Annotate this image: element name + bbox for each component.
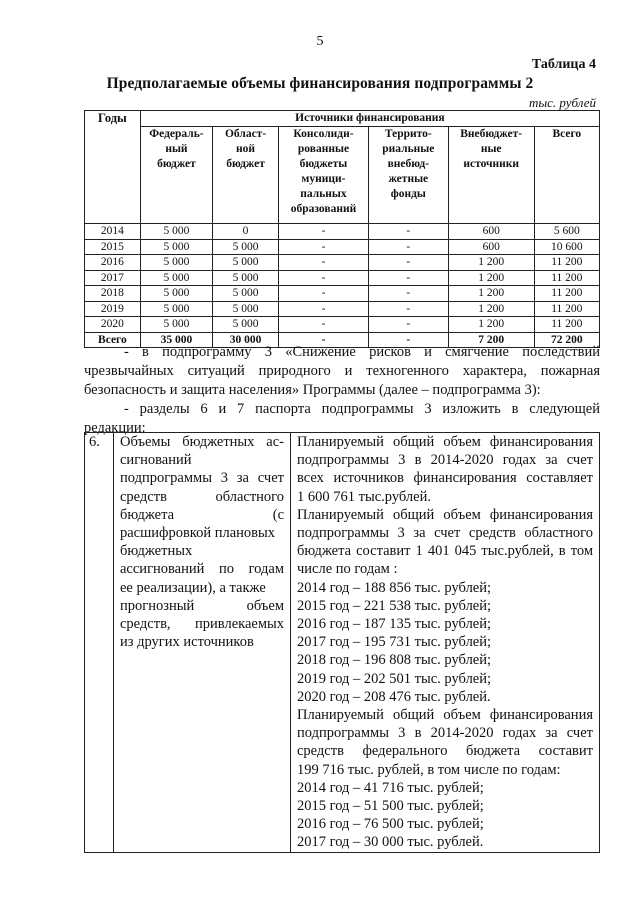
table-row bbox=[85, 224, 600, 240]
table-cell: 2019 bbox=[85, 301, 141, 317]
table-total-cell: 30 000 bbox=[213, 332, 279, 348]
table-cell: 11 200 bbox=[534, 255, 599, 271]
content-line: средств федерального бюджета составит bbox=[297, 743, 593, 760]
table-cell: 5 000 bbox=[140, 224, 212, 240]
table-cell: - bbox=[279, 286, 369, 302]
table-cell: 1 200 bbox=[448, 317, 534, 333]
table-cell: 5 000 bbox=[140, 255, 212, 271]
table-total-cell: - bbox=[368, 332, 448, 348]
content-line: 2014 год – 41 716 тыс. рублей; bbox=[297, 779, 484, 796]
content-line: бюджета составит 1 401 045 тыс.рублей, в том bbox=[297, 543, 593, 560]
table-cell: - bbox=[368, 301, 448, 317]
description-line: прогнозный объем bbox=[120, 597, 284, 614]
table-cell: 5 000 bbox=[213, 317, 279, 333]
description-line: расшифровкой плановых bbox=[120, 525, 276, 542]
table-cell: 5 000 bbox=[213, 255, 279, 271]
column-header-line: ный bbox=[165, 143, 188, 155]
content-line: 2018 год – 196 808 тыс. рублей; bbox=[297, 652, 492, 669]
table-cell: - bbox=[279, 224, 369, 240]
table-cell: 5 000 bbox=[140, 317, 212, 333]
table-row bbox=[85, 286, 600, 302]
page-number: 5 bbox=[316, 34, 324, 49]
description-line: ее реализации), а также bbox=[120, 579, 266, 596]
content-line: 199 716 тыс. рублей, в том числе по годам: bbox=[297, 761, 561, 778]
column-header-line: Внебюджет- bbox=[460, 128, 523, 140]
passport-row bbox=[85, 433, 600, 853]
content-line: 2016 год – 187 135 тыс. рублей; bbox=[297, 616, 492, 633]
table-cell: 11 200 bbox=[534, 301, 599, 317]
column-header-line: жетные bbox=[388, 173, 429, 185]
table-row bbox=[85, 270, 600, 286]
content-line: 2020 год – 208 476 тыс. рублей. bbox=[297, 688, 491, 705]
table-row bbox=[85, 239, 600, 255]
content-line: Планируемый общий объем финансирования bbox=[297, 506, 593, 523]
description-line: подпрограммы 3 за счет bbox=[120, 470, 284, 487]
description-line: из других источников bbox=[120, 634, 254, 651]
column-header-line: ной bbox=[236, 143, 256, 155]
table-row bbox=[85, 255, 600, 271]
table-cell: - bbox=[279, 239, 369, 255]
table-cell: - bbox=[368, 270, 448, 286]
table-label: Таблица 4 bbox=[531, 57, 596, 72]
table-cell: 11 200 bbox=[534, 317, 599, 333]
column-header-line: ные bbox=[480, 143, 502, 155]
column-header-line: муници- bbox=[301, 173, 346, 185]
table-title: Предполагаемые объемы финансирования подпрограммы 2 bbox=[106, 75, 534, 92]
content-line: 1 600 761 тыс.рублей. bbox=[297, 488, 431, 505]
content-line: 2017 год – 195 731 тыс. рублей; bbox=[297, 634, 492, 651]
column-header-line: рованные bbox=[297, 143, 350, 155]
column-header bbox=[368, 127, 448, 224]
column-header bbox=[448, 127, 534, 224]
table-cell: 5 000 bbox=[140, 301, 212, 317]
table-cell: 5 000 bbox=[213, 286, 279, 302]
column-header-line: Федераль- bbox=[149, 128, 204, 140]
passport-row-description bbox=[114, 433, 291, 853]
column-header-line: внебюд- bbox=[387, 158, 430, 170]
table-cell: 5 000 bbox=[213, 270, 279, 286]
description-line: средств областного bbox=[120, 488, 284, 505]
content-line: подпрограммы 3 в 2014-2020 годах за счет bbox=[297, 725, 593, 742]
content-line: подпрограммы 3 за счет средств областного bbox=[297, 525, 593, 542]
description-line: бюджета (с bbox=[120, 506, 284, 523]
column-header bbox=[279, 127, 369, 224]
table-cell: 2020 bbox=[85, 317, 141, 333]
description-line: ассигнований по годам bbox=[120, 561, 284, 578]
table-cell: - bbox=[279, 255, 369, 271]
table-row bbox=[85, 317, 600, 333]
table-cell: 2014 bbox=[85, 224, 141, 240]
passport-row-content bbox=[291, 433, 600, 853]
table-cell: 5 000 bbox=[140, 270, 212, 286]
table-total-cell: 35 000 bbox=[140, 332, 212, 348]
table-cell: 5 600 bbox=[534, 224, 599, 240]
description-line: сигнований bbox=[120, 452, 192, 469]
table-total-cell: 7 200 bbox=[448, 332, 534, 348]
table-total-cell: 72 200 bbox=[534, 332, 599, 348]
table-cell: 1 200 bbox=[448, 270, 534, 286]
description-line: средств, привлекаемых bbox=[120, 616, 284, 633]
column-header-line: фонды bbox=[390, 188, 426, 200]
table-cell: - bbox=[368, 255, 448, 271]
content-line: 2017 год – 30 000 тыс. рублей. bbox=[297, 834, 484, 851]
header-years: Годы bbox=[85, 111, 141, 224]
table-cell: 5 000 bbox=[140, 286, 212, 302]
paragraph-subprogram-3 bbox=[84, 343, 600, 400]
content-line: всех источников финансирования составляет bbox=[297, 470, 593, 487]
column-header-line: пальных bbox=[300, 188, 347, 200]
column-header-line: Террито- bbox=[384, 128, 432, 140]
table-cell: - bbox=[368, 317, 448, 333]
content-line: 2014 год – 188 856 тыс. рублей; bbox=[297, 579, 492, 596]
table-cell: 2017 bbox=[85, 270, 141, 286]
header-sources: Источники финансирования bbox=[140, 111, 599, 127]
column-header-line: источники bbox=[463, 158, 520, 170]
table-cell: 1 200 bbox=[448, 301, 534, 317]
column-header-line: Област- bbox=[224, 128, 267, 140]
table-cell: - bbox=[279, 301, 369, 317]
passport-row-number: 6. bbox=[85, 433, 114, 853]
paragraph-line: - разделы 6 и 7 паспорта подпрограммы 3 изложить в следующей bbox=[124, 401, 600, 417]
table-total-cell: - bbox=[279, 332, 369, 348]
column-header bbox=[140, 127, 212, 224]
description-line: Объемы бюджетных ас- bbox=[120, 434, 284, 450]
column-header-line: Всего bbox=[552, 128, 582, 140]
table-cell: 5 000 bbox=[213, 301, 279, 317]
content-line: 2015 год – 221 538 тыс. рублей; bbox=[297, 597, 492, 614]
table-cell: 2015 bbox=[85, 239, 141, 255]
column-header-line: риальные bbox=[382, 143, 435, 155]
table-cell: 1 200 bbox=[448, 255, 534, 271]
table-cell: - bbox=[279, 270, 369, 286]
passport-table bbox=[84, 432, 600, 853]
table-cell: 5 000 bbox=[140, 239, 212, 255]
table-cell: 5 000 bbox=[213, 239, 279, 255]
table-row bbox=[85, 301, 600, 317]
table-cell: 2016 bbox=[85, 255, 141, 271]
table-cell: - bbox=[368, 286, 448, 302]
paragraph-line: - в подпрограмму 3 «Снижение рисков и смягчение последствий bbox=[124, 344, 600, 360]
content-line: подпрограммы 3 в 2014-2020 годах за счет bbox=[297, 452, 593, 469]
table-unit: тыс. рублей bbox=[528, 95, 596, 110]
column-header-line: бюджет bbox=[157, 158, 196, 170]
paragraph-line: чрезвычайных ситуаций природного и техногенного характера, пожарная bbox=[84, 363, 600, 379]
table-cell: - bbox=[279, 317, 369, 333]
financing-table bbox=[84, 110, 600, 348]
table-cell: 11 200 bbox=[534, 286, 599, 302]
table-cell: 600 bbox=[448, 224, 534, 240]
content-line: 2019 год – 202 501 тыс. рублей; bbox=[297, 670, 492, 687]
column-header-line: бюджет bbox=[226, 158, 265, 170]
column-header-line: Консолиди- bbox=[293, 128, 354, 140]
column-header bbox=[213, 127, 279, 224]
paragraph-line: редакции: bbox=[84, 420, 146, 436]
table-cell: - bbox=[368, 224, 448, 240]
content-line: числе по годам : bbox=[297, 561, 398, 578]
table-cell: 0 bbox=[213, 224, 279, 240]
table-cell: - bbox=[368, 239, 448, 255]
column-header-line: образований bbox=[290, 203, 357, 215]
table-total-cell: Всего bbox=[85, 332, 141, 348]
column-header bbox=[534, 127, 599, 224]
table-header-row bbox=[85, 111, 600, 127]
paragraph-line: безопасность и защита населения» Программы (далее – подпрограмма 3): bbox=[84, 382, 541, 398]
table-cell: 2018 bbox=[85, 286, 141, 302]
column-header-line: бюджеты bbox=[299, 158, 348, 170]
content-line: 2016 год – 76 500 тыс. рублей; bbox=[297, 816, 484, 833]
table-cell: 11 200 bbox=[534, 270, 599, 286]
content-line: 2015 год – 51 500 тыс. рублей; bbox=[297, 798, 484, 815]
description-line: бюджетных bbox=[120, 543, 193, 560]
content-line: Планируемый общий объем финансирования bbox=[297, 434, 593, 450]
table-cell: 600 bbox=[448, 239, 534, 255]
content-line: Планируемый общий объем финансирования bbox=[297, 707, 593, 724]
table-cell: 1 200 bbox=[448, 286, 534, 302]
table-cell: 10 600 bbox=[534, 239, 599, 255]
table-subheader-row bbox=[85, 127, 600, 224]
